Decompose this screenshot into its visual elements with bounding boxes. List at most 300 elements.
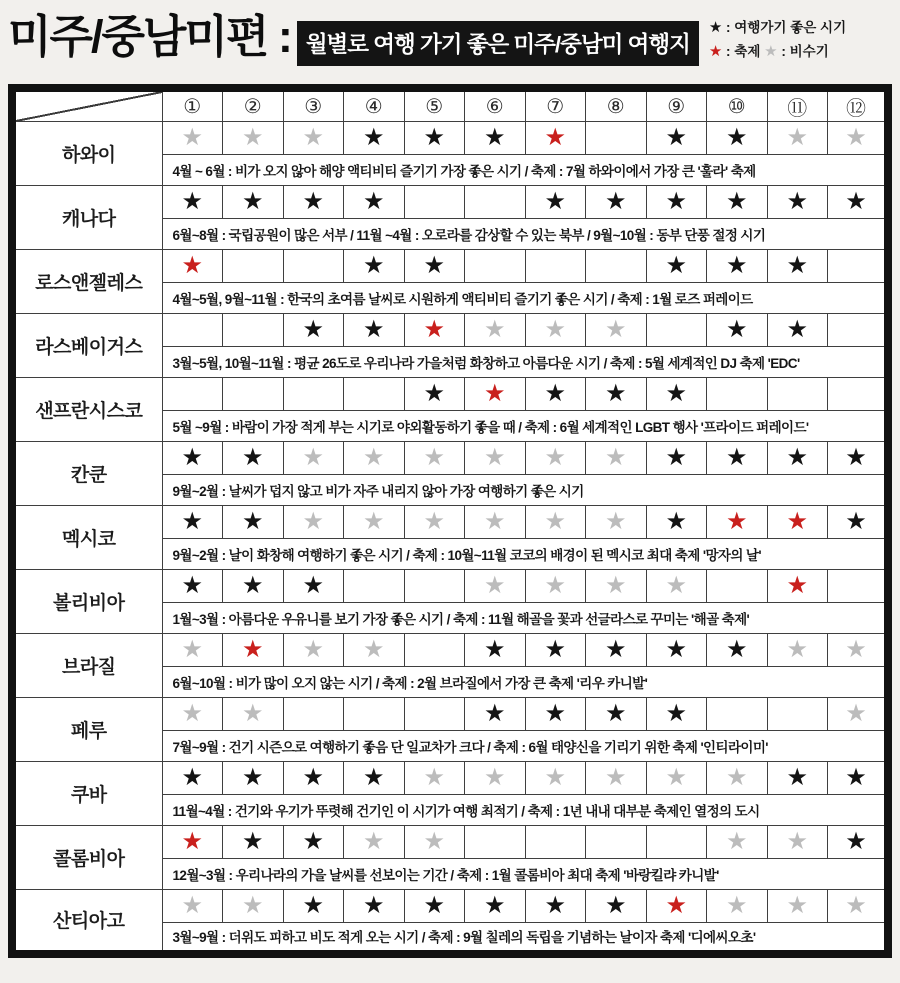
good-star-icon: ★ xyxy=(725,252,748,279)
month-star-cell xyxy=(465,442,526,475)
legend xyxy=(709,16,846,64)
destination-star-row xyxy=(12,634,888,667)
off-star-icon: ★ xyxy=(544,508,566,535)
off-star-icon: ★ xyxy=(786,828,808,855)
good-star-icon: ★ xyxy=(423,124,445,151)
month-star-cell xyxy=(283,250,344,283)
month-star-cell xyxy=(223,442,284,475)
month-star-cell xyxy=(465,762,526,795)
good-star-icon: ★ xyxy=(483,892,506,919)
month-star-cell xyxy=(646,570,707,603)
off-star-icon: ★ xyxy=(362,828,385,855)
month-star-cell xyxy=(707,634,768,667)
month-star-cell xyxy=(162,634,223,667)
festival-star-icon: ★ xyxy=(725,508,748,535)
month-star-cell xyxy=(707,250,768,283)
good-star-icon: ★ xyxy=(302,316,324,343)
month-star-cell xyxy=(646,698,707,731)
month-star-cell xyxy=(646,122,707,155)
month-star-cell xyxy=(828,634,889,667)
month-star-cell xyxy=(646,186,707,219)
destination-label: 라스베이거스 xyxy=(12,314,162,378)
off-star-icon: ★ xyxy=(181,636,203,663)
off-star-icon: ★ xyxy=(423,764,445,791)
destination-label: 멕시코 xyxy=(12,506,162,570)
month-star-cell xyxy=(525,890,586,923)
good-star-icon: ★ xyxy=(544,380,566,407)
good-star-icon: ★ xyxy=(241,444,264,471)
good-star-icon: ★ xyxy=(302,764,324,791)
month-star-cell xyxy=(828,250,889,283)
month-star-cell xyxy=(162,506,223,539)
off-star-icon: ★ xyxy=(665,764,687,791)
month-star-cell xyxy=(283,762,344,795)
destination-star-row xyxy=(12,186,888,219)
off-star-icon: ★ xyxy=(845,892,867,919)
month-star-cell xyxy=(162,762,223,795)
destination-star-row xyxy=(12,506,888,539)
destination-label: 캐나다 xyxy=(12,186,162,250)
month-star-cell xyxy=(404,698,465,731)
month-header-cell: ⑩ xyxy=(707,88,768,122)
month-star-cell xyxy=(223,122,284,155)
month-star-cell xyxy=(646,634,707,667)
month-star-cell xyxy=(162,314,223,347)
month-star-cell xyxy=(646,314,707,347)
legend-line-festival-off xyxy=(709,40,846,64)
good-star-icon: ★ xyxy=(604,188,627,215)
month-star-cell xyxy=(828,570,889,603)
page-title: 미주/중남미편 : xyxy=(8,11,291,62)
month-header-cell: ⑧ xyxy=(586,88,647,122)
good-star-icon: ★ xyxy=(423,892,445,919)
travel-months-table xyxy=(8,84,892,958)
destination-description: 4월 ~ 6월 : 비가 오지 않아 해양 액티비티 즐기기 가장 좋은 시기 / 축제 : 7월 하와이에서 가장 큰 '훌라' 축제 xyxy=(162,155,888,186)
month-star-cell xyxy=(646,762,707,795)
good-star-icon: ★ xyxy=(362,316,385,343)
good-star-icon: ★ xyxy=(181,764,203,791)
month-star-cell xyxy=(767,186,828,219)
good-star-icon: ★ xyxy=(665,380,687,407)
month-star-cell xyxy=(767,122,828,155)
off-star-icon: ★ xyxy=(845,124,867,151)
month-star-cell xyxy=(525,378,586,411)
month-star-cell xyxy=(465,890,526,923)
month-star-cell xyxy=(586,314,647,347)
month-star-cell xyxy=(344,250,405,283)
month-star-cell xyxy=(162,250,223,283)
destination-label: 콜롬비아 xyxy=(12,826,162,890)
month-star-cell xyxy=(828,442,889,475)
good-star-icon: ★ xyxy=(604,700,627,727)
page-header xyxy=(0,0,900,84)
month-star-cell xyxy=(283,442,344,475)
month-star-cell xyxy=(404,826,465,859)
off-star-icon: ★ xyxy=(241,892,264,919)
month-star-cell xyxy=(465,826,526,859)
off-star-icon: ★ xyxy=(786,636,808,663)
good-star-icon: ★ xyxy=(181,444,203,471)
month-star-cell xyxy=(283,122,344,155)
good-star-icon: ★ xyxy=(725,636,748,663)
off-star-icon: ★ xyxy=(725,828,748,855)
month-star-cell xyxy=(344,634,405,667)
month-star-cell xyxy=(707,762,768,795)
month-star-cell xyxy=(404,378,465,411)
off-star-icon: ★ xyxy=(483,508,506,535)
month-star-cell xyxy=(223,186,284,219)
off-star-icon: ★ xyxy=(483,764,506,791)
month-star-cell xyxy=(162,890,223,923)
good-star-icon: ★ xyxy=(604,380,627,407)
month-star-cell xyxy=(283,570,344,603)
good-star-icon: ★ xyxy=(725,316,748,343)
month-star-cell xyxy=(404,762,465,795)
subtitle-banner: 월별로 여행 가기 좋은 미주/중남미 여행지 xyxy=(297,21,699,66)
good-star-icon: ★ xyxy=(708,19,723,36)
month-header-cell: ⑦ xyxy=(525,88,586,122)
good-star-icon: ★ xyxy=(362,124,385,151)
good-star-icon: ★ xyxy=(302,828,324,855)
month-header-row xyxy=(12,88,888,122)
good-star-icon: ★ xyxy=(362,764,385,791)
good-star-icon: ★ xyxy=(483,700,506,727)
month-star-cell xyxy=(525,570,586,603)
off-star-icon: ★ xyxy=(181,124,203,151)
month-star-cell xyxy=(162,698,223,731)
month-star-cell xyxy=(707,442,768,475)
destination-star-row xyxy=(12,314,888,347)
off-star-icon: ★ xyxy=(483,316,506,343)
month-star-cell xyxy=(586,442,647,475)
legend-good-label: : 여행가기 좋은 시기 xyxy=(726,20,847,35)
good-star-icon: ★ xyxy=(181,508,203,535)
month-star-cell xyxy=(525,122,586,155)
destination-description: 9월~2월 : 날씨가 덥지 않고 비가 자주 내리지 않아 가장 여행하기 좋은 시기 xyxy=(162,475,888,506)
month-star-cell xyxy=(525,826,586,859)
month-star-cell xyxy=(767,314,828,347)
month-header-cell: ② xyxy=(223,88,284,122)
legend-festival-label: : 축제 xyxy=(726,44,761,59)
month-star-cell xyxy=(465,634,526,667)
good-star-icon: ★ xyxy=(483,636,506,663)
month-star-cell xyxy=(223,762,284,795)
off-star-icon: ★ xyxy=(302,636,324,663)
month-star-cell xyxy=(767,442,828,475)
good-star-icon: ★ xyxy=(544,636,566,663)
month-star-cell xyxy=(404,250,465,283)
off-star-icon: ★ xyxy=(362,444,385,471)
month-star-cell xyxy=(162,378,223,411)
destination-star-row xyxy=(12,890,888,923)
good-star-icon: ★ xyxy=(665,252,687,279)
good-star-icon: ★ xyxy=(845,828,867,855)
destination-star-row xyxy=(12,698,888,731)
month-star-cell xyxy=(404,442,465,475)
good-star-icon: ★ xyxy=(786,764,808,791)
month-star-cell xyxy=(344,698,405,731)
month-star-cell xyxy=(465,314,526,347)
destination-description: 3월~5월, 10월~11월 : 평균 26도로 우리나라 가을처럼 화창하고 아름다운 시기 / 축제 : 5월 세계적인 DJ 축제 'EDC' xyxy=(162,347,888,378)
month-header-cell: ① xyxy=(162,88,223,122)
month-star-cell xyxy=(223,634,284,667)
off-star-icon: ★ xyxy=(302,508,324,535)
month-star-cell xyxy=(465,506,526,539)
destination-label: 로스앤젤레스 xyxy=(12,250,162,314)
month-star-cell xyxy=(525,506,586,539)
destination-star-row xyxy=(12,762,888,795)
good-star-icon: ★ xyxy=(604,636,627,663)
good-star-icon: ★ xyxy=(845,764,867,791)
month-star-cell xyxy=(828,186,889,219)
destination-label: 쿠바 xyxy=(12,762,162,826)
destination-description: 1월~3월 : 아름다운 우유니를 보기 가장 좋은 시기 / 축제 : 11월 해골을 꽃과 선글라스로 꾸미는 '해골 축제' xyxy=(162,603,888,634)
off-star-icon: ★ xyxy=(423,444,445,471)
month-star-cell xyxy=(586,570,647,603)
festival-star-icon: ★ xyxy=(786,508,808,535)
festival-star-icon: ★ xyxy=(665,892,687,919)
month-star-cell xyxy=(465,250,526,283)
month-star-cell xyxy=(162,186,223,219)
month-star-cell xyxy=(344,314,405,347)
good-star-icon: ★ xyxy=(181,572,203,599)
good-star-icon: ★ xyxy=(786,444,808,471)
good-star-icon: ★ xyxy=(544,700,566,727)
good-star-icon: ★ xyxy=(241,764,264,791)
off-star-icon: ★ xyxy=(483,444,506,471)
month-star-cell xyxy=(465,698,526,731)
off-star-icon: ★ xyxy=(544,444,566,471)
off-star-icon: ★ xyxy=(786,892,808,919)
destination-label: 하와이 xyxy=(12,122,162,186)
month-star-cell xyxy=(223,698,284,731)
month-star-cell xyxy=(828,314,889,347)
good-star-icon: ★ xyxy=(241,508,264,535)
good-star-icon: ★ xyxy=(665,124,687,151)
off-star-icon: ★ xyxy=(362,508,385,535)
good-star-icon: ★ xyxy=(665,700,687,727)
month-star-cell xyxy=(525,314,586,347)
off-star-icon: ★ xyxy=(241,124,264,151)
month-star-cell xyxy=(283,698,344,731)
month-star-cell xyxy=(646,826,707,859)
month-star-cell xyxy=(283,378,344,411)
off-star-icon: ★ xyxy=(786,124,808,151)
off-star-icon: ★ xyxy=(604,316,627,343)
festival-star-icon: ★ xyxy=(786,572,808,599)
month-star-cell xyxy=(586,634,647,667)
diagonal-corner-cell xyxy=(12,88,162,122)
month-star-cell xyxy=(344,442,405,475)
month-star-cell xyxy=(828,826,889,859)
month-star-cell xyxy=(162,122,223,155)
month-star-cell xyxy=(707,122,768,155)
good-star-icon: ★ xyxy=(423,252,445,279)
month-star-cell xyxy=(162,442,223,475)
off-star-icon: ★ xyxy=(845,700,867,727)
month-star-cell xyxy=(646,250,707,283)
destination-label: 칸쿤 xyxy=(12,442,162,506)
month-star-cell xyxy=(586,890,647,923)
off-star-icon: ★ xyxy=(604,572,627,599)
destination-description: 5월 ~9월 : 바람이 가장 적게 부는 시기로 야외활동하기 좋을 때 / 축제 : 6월 세계적인 LGBT 행사 '프라이드 퍼레이드' xyxy=(162,411,888,442)
month-star-cell xyxy=(344,890,405,923)
month-star-cell xyxy=(828,762,889,795)
month-star-cell xyxy=(404,570,465,603)
month-star-cell xyxy=(344,826,405,859)
month-star-cell xyxy=(586,506,647,539)
off-star-icon: ★ xyxy=(181,700,203,727)
off-star-icon: ★ xyxy=(423,508,445,535)
festival-star-icon: ★ xyxy=(708,43,723,60)
off-star-icon: ★ xyxy=(544,764,566,791)
month-star-cell xyxy=(404,186,465,219)
destination-star-row xyxy=(12,826,888,859)
off-star-icon: ★ xyxy=(423,828,445,855)
good-star-icon: ★ xyxy=(665,444,687,471)
month-star-cell xyxy=(404,506,465,539)
month-star-cell xyxy=(344,186,405,219)
destination-label: 볼리비아 xyxy=(12,570,162,634)
month-star-cell xyxy=(162,570,223,603)
good-star-icon: ★ xyxy=(362,252,385,279)
month-star-cell xyxy=(223,890,284,923)
off-star-icon: ★ xyxy=(665,572,687,599)
destination-star-row xyxy=(12,122,888,155)
month-star-cell xyxy=(525,186,586,219)
good-star-icon: ★ xyxy=(786,252,808,279)
month-star-cell xyxy=(767,250,828,283)
month-star-cell xyxy=(525,250,586,283)
month-star-cell xyxy=(586,762,647,795)
month-star-cell xyxy=(707,314,768,347)
month-star-cell xyxy=(344,122,405,155)
destination-star-row xyxy=(12,442,888,475)
month-star-cell xyxy=(707,186,768,219)
good-star-icon: ★ xyxy=(665,188,687,215)
destination-description: 9월~2월 : 날이 화창해 여행하기 좋은 시기 / 축제 : 10월~11월 코코의 배경이 된 멕시코 최대 축제 '망자의 날' xyxy=(162,539,888,570)
good-star-icon: ★ xyxy=(665,508,687,535)
destination-label: 페루 xyxy=(12,698,162,762)
off-star-icon: ★ xyxy=(483,572,506,599)
month-star-cell xyxy=(404,314,465,347)
destination-description: 6월~10월 : 비가 많이 오지 않는 시기 / 축제 : 2월 브라질에서 가장 큰 축제 '리우 카니발' xyxy=(162,667,888,698)
good-star-icon: ★ xyxy=(604,892,627,919)
month-star-cell xyxy=(586,250,647,283)
month-header-cell: ⑨ xyxy=(646,88,707,122)
good-star-icon: ★ xyxy=(725,188,748,215)
off-star-icon: ★ xyxy=(845,636,867,663)
month-header-cell: ⑥ xyxy=(465,88,526,122)
good-star-icon: ★ xyxy=(362,892,385,919)
off-star-icon: ★ xyxy=(544,572,566,599)
month-header-cell: ③ xyxy=(283,88,344,122)
month-star-cell xyxy=(707,826,768,859)
month-star-cell xyxy=(223,826,284,859)
month-star-cell xyxy=(223,570,284,603)
month-star-cell xyxy=(707,698,768,731)
good-star-icon: ★ xyxy=(845,188,867,215)
month-star-cell xyxy=(283,890,344,923)
destination-star-row xyxy=(12,250,888,283)
month-star-cell xyxy=(465,570,526,603)
festival-star-icon: ★ xyxy=(181,828,203,855)
good-star-icon: ★ xyxy=(423,380,445,407)
month-star-cell xyxy=(767,698,828,731)
good-star-icon: ★ xyxy=(302,188,324,215)
month-star-cell xyxy=(344,506,405,539)
month-star-cell xyxy=(404,890,465,923)
month-star-cell xyxy=(828,122,889,155)
festival-star-icon: ★ xyxy=(241,636,264,663)
month-star-cell xyxy=(707,570,768,603)
month-star-cell xyxy=(223,250,284,283)
destination-description: 7월~9월 : 건기 시즌으로 여행하기 좋음 단 일교차가 크다 / 축제 : 6월 태양신을 기리기 위한 축제 '인티라이미' xyxy=(162,731,888,762)
good-star-icon: ★ xyxy=(786,316,808,343)
good-star-icon: ★ xyxy=(241,188,264,215)
good-star-icon: ★ xyxy=(845,444,867,471)
month-star-cell xyxy=(767,826,828,859)
month-star-cell xyxy=(586,826,647,859)
month-star-cell xyxy=(465,186,526,219)
good-star-icon: ★ xyxy=(362,188,385,215)
month-star-cell xyxy=(344,378,405,411)
good-star-icon: ★ xyxy=(725,124,748,151)
month-star-cell xyxy=(767,506,828,539)
off-star-icon: ★ xyxy=(302,124,324,151)
off-star-icon: ★ xyxy=(181,892,203,919)
good-star-icon: ★ xyxy=(302,572,324,599)
off-star-icon: ★ xyxy=(544,316,566,343)
month-star-cell xyxy=(767,890,828,923)
good-star-icon: ★ xyxy=(181,188,203,215)
month-star-cell xyxy=(283,506,344,539)
month-star-cell xyxy=(465,378,526,411)
month-star-cell xyxy=(586,122,647,155)
month-star-cell xyxy=(767,634,828,667)
good-star-icon: ★ xyxy=(544,188,566,215)
destination-description: 4월~5월, 9월~11월 : 한국의 초여름 날씨로 시원하게 액티비티 즐기기 좋은 시기 / 축제 : 1월 로즈 퍼레이드 xyxy=(162,283,888,314)
off-star-icon: ★ xyxy=(604,444,627,471)
destination-star-row xyxy=(12,378,888,411)
month-star-cell xyxy=(646,442,707,475)
off-star-icon: ★ xyxy=(241,700,264,727)
good-star-icon: ★ xyxy=(786,188,808,215)
destination-label: 브라질 xyxy=(12,634,162,698)
off-star-icon: ★ xyxy=(302,444,324,471)
legend-off-label: : 비수기 xyxy=(781,44,829,59)
month-star-cell xyxy=(707,506,768,539)
month-star-cell xyxy=(707,378,768,411)
month-star-cell xyxy=(586,378,647,411)
month-star-cell xyxy=(828,378,889,411)
month-star-cell xyxy=(586,186,647,219)
month-star-cell xyxy=(223,314,284,347)
month-star-cell xyxy=(283,314,344,347)
destination-description: 11월~4월 : 건기와 우기가 뚜렷해 건기인 이 시기가 여행 최적기 / 축제 : 1년 내내 대부분 축제인 열정의 도시 xyxy=(162,795,888,826)
off-star-icon: ★ xyxy=(725,764,748,791)
month-star-cell xyxy=(404,122,465,155)
month-star-cell xyxy=(828,698,889,731)
month-star-cell xyxy=(525,698,586,731)
travel-table-wrapper xyxy=(8,84,892,958)
month-star-cell xyxy=(344,570,405,603)
month-star-cell xyxy=(646,890,707,923)
legend-line-good xyxy=(709,16,846,40)
destination-description: 3월~9월 : 더위도 피하고 비도 적게 오는 시기 / 축제 : 9월 칠레의 독립을 기념하는 날이자 축제 '디에씨오초' xyxy=(162,923,888,954)
month-star-cell xyxy=(646,506,707,539)
month-star-cell xyxy=(162,826,223,859)
